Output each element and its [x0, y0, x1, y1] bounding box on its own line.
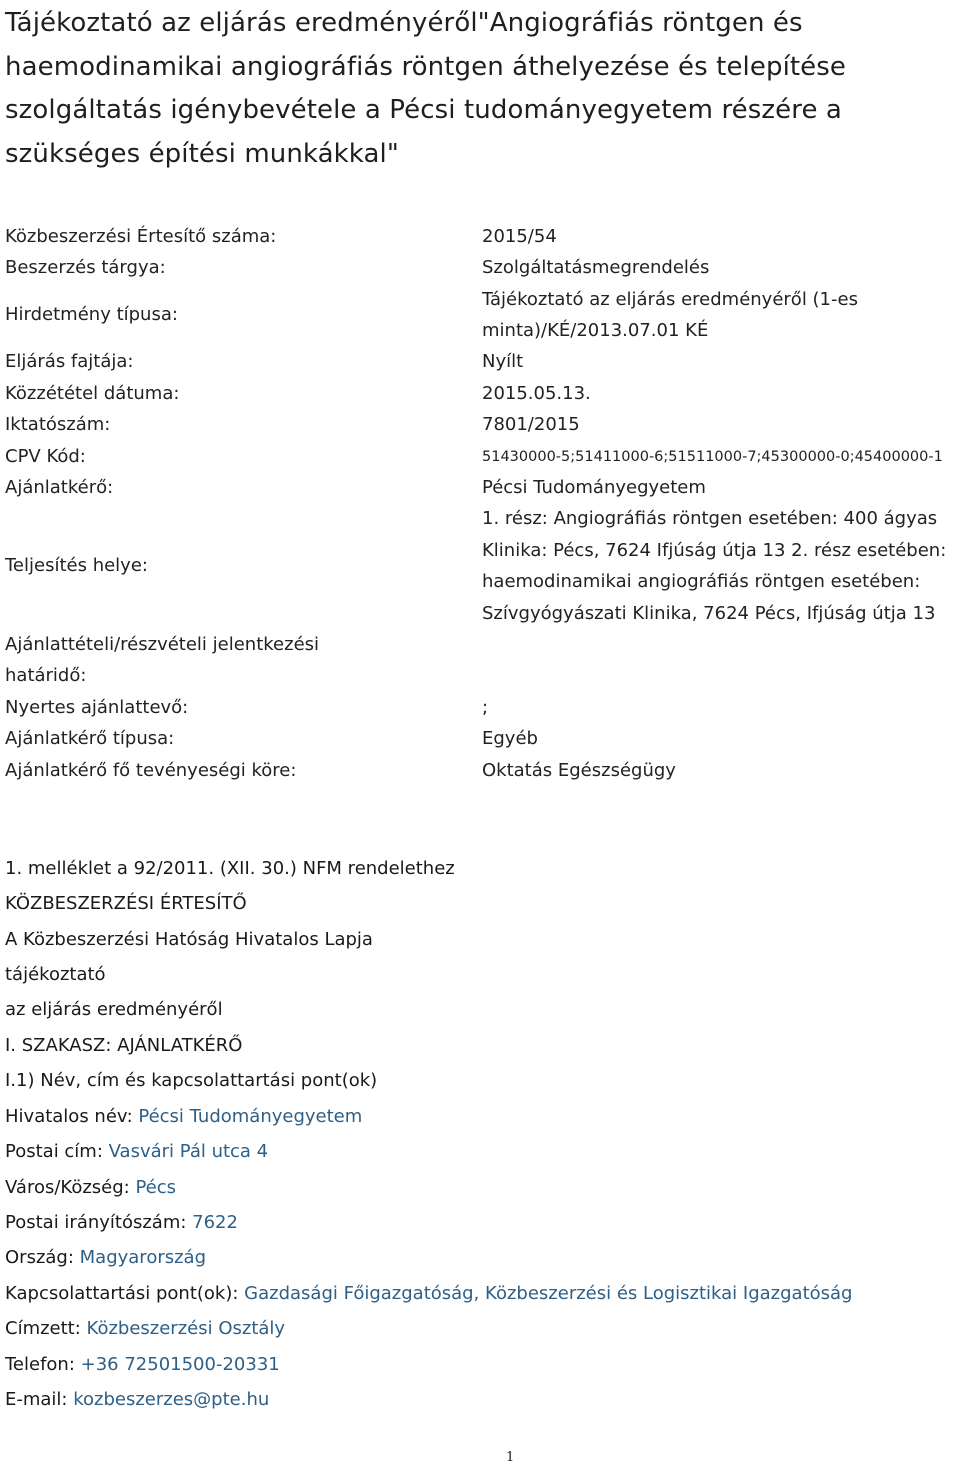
title-line: haemodinamikai angiográfiás röntgen áthelyezése és telepítése	[5, 51, 847, 82]
postcode-label: Postai irányítószám:	[5, 1212, 193, 1233]
nyertes-value: ;	[482, 697, 489, 718]
postal-address-value: Vasvári Pál utca 4	[108, 1141, 269, 1162]
nyertes-label: Nyertes ajánlattevő:	[5, 697, 189, 718]
tipus-label: Ajánlatkérő típusa:	[5, 728, 175, 749]
ertesito-value: 2015/54	[482, 226, 557, 247]
country-value: Magyarország	[79, 1247, 207, 1268]
targy-label: Beszerzés tárgya:	[5, 257, 166, 278]
datum-label: Közzététel dátuma:	[5, 383, 180, 404]
postal-address-label: Postai cím:	[5, 1141, 109, 1162]
contact-points-row	[5, 1283, 852, 1304]
city-label: Város/Község:	[5, 1177, 136, 1198]
email-row	[5, 1389, 269, 1410]
section-heading: I. SZAKASZ: AJÁNLATKÉRŐ	[5, 1035, 243, 1056]
official-name-label: Hivatalos név:	[5, 1106, 139, 1127]
teljesites-label: Teljesítés helye:	[5, 555, 148, 576]
title-line: szükséges építési munkákkal"	[5, 138, 399, 169]
contact-points-label: Kapcsolattartási pont(ok):	[5, 1283, 245, 1304]
teljesites-value-1: 1. rész: Angiográfiás röntgen esetében: 400 ágyas	[482, 508, 938, 529]
notice-type: tájékoztató	[5, 964, 106, 985]
cpv-value: 51430000-5;51411000-6;51511000-7;45300000-0;45400000-1	[482, 449, 943, 465]
iktato-value: 7801/2015	[482, 414, 580, 435]
gazette-name: KÖZBESZERZÉSI ÉRTESÍTŐ	[5, 893, 247, 914]
kore-value: Oktatás Egészségügy	[482, 760, 676, 781]
targy-value: Szolgáltatásmegrendelés	[482, 257, 710, 278]
document-title	[5, 2, 955, 176]
official-name-row	[5, 1106, 362, 1127]
addressee-label: Címzett:	[5, 1318, 87, 1339]
contact-points-value: Gazdasági Főigazgatóság, Közbeszerzési és Logisztikai Igazgatóság	[244, 1283, 853, 1304]
city-row	[5, 1177, 176, 1198]
fajta-label: Eljárás fajtája:	[5, 351, 134, 372]
ertesito-label: Közbeszerzési Értesítő száma:	[5, 226, 277, 247]
phone-row	[5, 1354, 280, 1375]
teljesites-value-4: Szívgyógyászati Klinika, 7624 Pécs, Ifjúság útja 13	[482, 603, 936, 624]
notice-subject: az eljárás eredményéről	[5, 999, 223, 1020]
hirdetmeny-value-2: minta)/KÉ/2013.07.01 KÉ	[482, 320, 709, 341]
cpv-label: CPV Kód:	[5, 446, 86, 467]
page-number: 1	[506, 1450, 515, 1465]
title-line: szolgáltatás igénybevétele a Pécsi tudományegyetem részére a	[5, 95, 842, 125]
gazette-subtitle: A Közbeszerzési Hatóság Hivatalos Lapja	[5, 929, 373, 950]
annex-line: 1. melléklet a 92/2011. (XII. 30.) NFM rendelethez	[5, 858, 455, 879]
country-row	[5, 1247, 206, 1268]
title-line: Tájékoztató az eljárás eredményéről"Angiográfiás röntgen és	[5, 8, 803, 38]
fajta-value: Nyílt	[482, 351, 524, 372]
official-name-value: Pécsi Tudományegyetem	[138, 1106, 363, 1127]
addressee-row	[5, 1318, 285, 1339]
email-label: E-mail:	[5, 1389, 74, 1410]
country-label: Ország:	[5, 1247, 80, 1268]
kore-label: Ajánlatkérő fő tevényeségi köre:	[5, 760, 297, 781]
phone-value: +36 72501500-20331	[80, 1354, 280, 1375]
iktato-label: Iktatószám:	[5, 414, 111, 435]
hatarido-label-2: határidő:	[5, 665, 87, 686]
teljesites-value-2: Klinika: Pécs, 7624 Ifjúság útja 13 2. rész esetében:	[482, 540, 947, 561]
postal-address-row	[5, 1141, 268, 1162]
tipus-value: Egyéb	[482, 728, 538, 749]
postcode-row	[5, 1212, 238, 1233]
datum-value: 2015.05.13.	[482, 383, 591, 404]
addressee-value: Közbeszerzési Osztály	[86, 1318, 286, 1339]
hatarido-label-1: Ajánlattételi/részvételi jelentkezési	[5, 634, 320, 655]
postcode-value: 7622	[192, 1212, 238, 1233]
hirdetmeny-label: Hirdetmény típusa:	[5, 304, 178, 325]
hirdetmeny-value-1: Tájékoztató az eljárás eredményéről (1-es	[482, 289, 858, 310]
email-link[interactable]: kozbeszerzes@pte.hu	[73, 1389, 270, 1410]
ajanlatkero-value: Pécsi Tudományegyetem	[482, 477, 706, 498]
ajanlatkero-label: Ajánlatkérő:	[5, 477, 114, 498]
teljesites-value-3: haemodinamikai angiográfiás röntgen esetében:	[482, 571, 921, 592]
phone-label: Telefon:	[5, 1354, 81, 1375]
subsection-heading: I.1) Név, cím és kapcsolattartási pont(ok)	[5, 1070, 378, 1091]
city-value: Pécs	[135, 1177, 177, 1198]
